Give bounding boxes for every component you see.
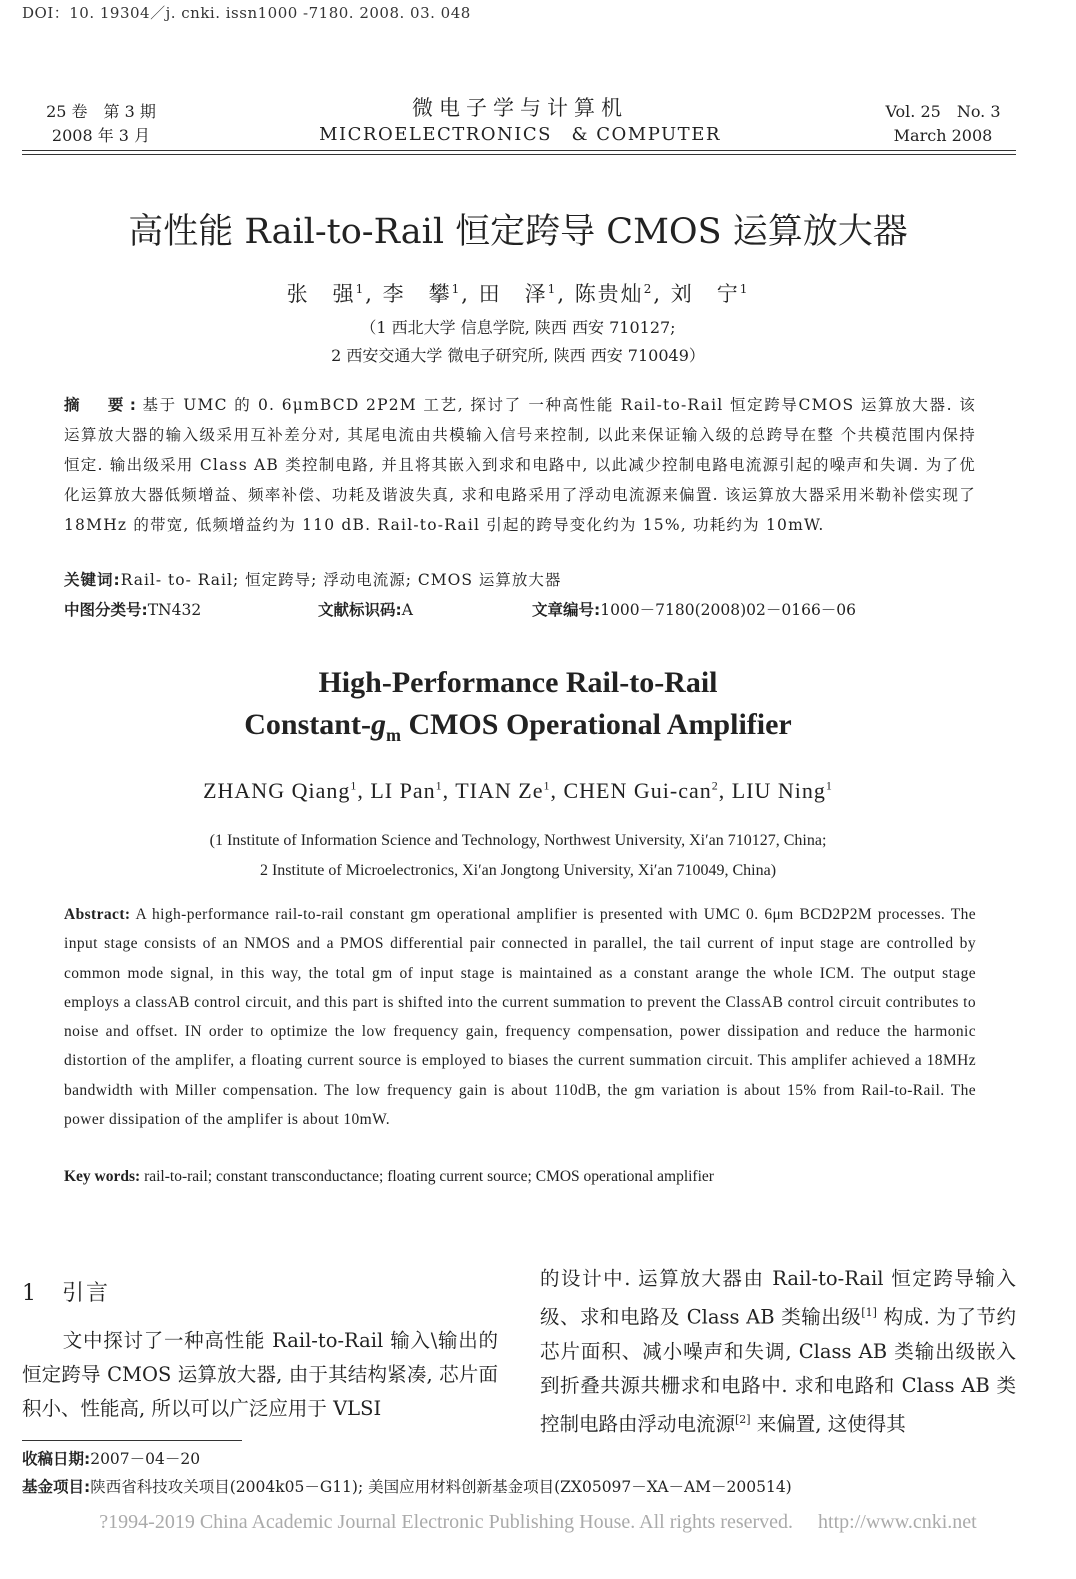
body-column-right: 的设计中. 运算放大器由 Rail-to-Rail 恒定跨导输入级、求和电路及 Class AB 类输出级[1] 构成. 为了节约芯片面积、减小噪声和失调, Class AB 类输出级嵌入到折叠共源共栅求和电路中. 求和电路和 Class AB 类控制电路由浮动电流源[2] 来偏置, 这使得其 <box>540 1267 1016 1435</box>
keywords-cn <box>64 568 561 590</box>
author-cn: 李 攀$^1$, <box>382 282 470 306</box>
journal-name-cn: 微电子学与计算机 <box>412 96 628 120</box>
abstract-label-en: Abstract: <box>64 906 131 923</box>
author-cn: 张 强$^1$, <box>286 282 374 306</box>
keywords-text-cn: Rail- to- Rail; 恒定跨导; 浮动电流源; CMOS 运算放大器 <box>120 571 562 589</box>
paper-title-en <box>0 662 1036 756</box>
author-en: LI Pan$^1$, <box>370 778 450 803</box>
author-en: TIAN Ze$^1$, <box>455 778 557 803</box>
affiliation-line: (1 Institute of Information Science and Technology, Northwest University, Xi′an 710127, China; <box>209 832 827 849</box>
abstract-label-cn: 摘 要: <box>64 396 143 414</box>
author-en: CHEN Gui-can$^2$, <box>563 778 726 803</box>
date-en: March 2008 <box>893 126 993 145</box>
footnote-received: 收稿日期:2007－04－20 <box>22 1450 201 1468</box>
author-cn: 田 泽$^1$, <box>478 282 566 306</box>
author-list-en <box>0 778 1036 804</box>
abstract-text-en: A high-performance rail-to-rail constant gm operational amplifier is presented with UMC 0. 6μm BCD2P2M processes. The input stage consists of an NMOS and a PMOS differential pair connected in parallel, the tail current of input stage are controlled by common mode signal, in this way, the total gm of input stage is maintained as a constant arange the whole ICM. The output stage employs a classAB control circuit, and this part is shifted into the current summation to prevent the ClassAB control circuit contributes to noise and offset. IN order to optimize the low frequency gain, frequency compensation, power dissipation and reduce the harmonic distortion of the amplifer, a floating current source is employed to biases the current summation circuit. This amplifer achieved a 18MHz bandwidth with Miller compensation. The low frequency gain is about 110dB, the gm variation is about 15% from Rail-to-Rail. The power dissipation of the amplifer is about 10mW. <box>64 906 976 1129</box>
journal-name <box>300 94 740 148</box>
citation-ref: [2] <box>735 1412 751 1426</box>
doi-line: DOI：10. 19304／j. cnki. issn1000 -7180. 2008. 03. 048 <box>22 4 471 22</box>
affiliation-line: 2 Institute of Microelectronics, Xi′an Jongtong University, Xi′an 710049, China) <box>259 862 777 879</box>
title-en-line2: Constant-$g_m$ CMOS Operational Amplifier <box>244 708 792 745</box>
title-en-line1: High-Performance Rail-to-Rail <box>318 666 718 699</box>
paper-title-cn: 高性能 Rail-to-Rail 恒定跨导 CMOS 运算放大器 <box>128 212 908 252</box>
citation-ref: [1] <box>861 1306 877 1319</box>
affiliation-line: 2 西安交通大学 微电子研究所, 陕西 西安 710049） <box>331 346 705 365</box>
footnote-funding: 基金项目:陕西省科技攻关项目(2004k05－G11); 美国应用材料创新基金项目(ZX05097－XA－AM－200514) <box>22 1478 792 1496</box>
date-cn: 2008 年 3 月 <box>51 126 151 145</box>
journal-name-en: MICROELECTRONICS & COMPUTER <box>319 124 721 145</box>
author-en: LIU Ning$^1$ <box>731 778 833 803</box>
article-number: 文章编号:1000－7180(2008)02－0166－06 <box>532 601 857 619</box>
volume-issue-en: Vol. 25 No. 3 <box>885 102 1001 121</box>
keywords-en <box>64 1168 714 1186</box>
clc-number: 中图分类号:TN432 <box>64 601 202 619</box>
header-volume-en <box>880 100 1006 148</box>
author-en: ZHANG Qiang$^1$, <box>203 778 364 803</box>
header-rule-2 <box>22 154 1016 155</box>
volume-issue-cn: 25 卷 第 3 期 <box>46 102 156 121</box>
header-volume-cn <box>40 100 162 148</box>
keywords-label-en: Key words: <box>64 1168 141 1185</box>
footnote-rule <box>22 1440 242 1441</box>
section-heading: 1 引言 <box>22 1281 110 1306</box>
affiliation-line: （1 西北大学 信息学院, 陕西 西安 710127; <box>360 318 676 337</box>
body-column-left <box>22 1324 498 1426</box>
author-cn: 陈贵灿$^2$, <box>574 282 663 306</box>
keywords-label-cn: 关键词: <box>64 571 121 589</box>
author-cn: 刘 宁$^1$ <box>670 282 750 306</box>
abstract-cn <box>64 390 976 540</box>
header-rule <box>22 150 1016 151</box>
abstract-text-cn: 基于 UMC 的 0. 6μmBCD 2P2M 工艺, 探讨了 一种高性能 Rail-to-Rail 恒定跨导CMOS 运算放大器. 该运算放大器的输入级采用互补差分对, 其尾电流由共模输入信号来控制, 以此来保证输入级的总跨导在整 个共模范围内保持恒定. 输出级采用 Class AB 类控制电路, 并且将其嵌入到求和电路中, 以此减少控制电路电流源引起的噪声和失调. 为了优化运算放大器低频增益、频率补偿、功耗及谐波失真, 求和电路采用了浮动电流源来偏置. 该运算放大器采用米勒补偿实现了 18MHz 的带宽, 低频增益约为 110 dB. Rail-to-Rail 引起的跨导变化约为 15%, 功耗约为 10mW. <box>64 396 976 534</box>
abstract-en <box>64 900 976 1134</box>
document-code: 文献标识码:A <box>318 601 413 619</box>
author-list-cn <box>0 278 1036 308</box>
body-text: 文中探讨了一种高性能 Rail-to-Rail 输入\输出的恒定跨导 CMOS 运算放大器, 由于其结构紧凑, 芯片面积小、性能高, 所以可以广泛应用于 VLSI <box>22 1329 498 1420</box>
keywords-text-en: rail-to-rail; constant transconductance; floating current source; CMOS operational amplifier <box>144 1168 714 1185</box>
copyright-watermark: ?1994-2019 China Academic Journal Electronic Publishing House. All rights reserved. http://www.cnki.net <box>99 1511 977 1533</box>
affiliations-en <box>0 826 1036 886</box>
affiliations-cn <box>0 314 1036 370</box>
